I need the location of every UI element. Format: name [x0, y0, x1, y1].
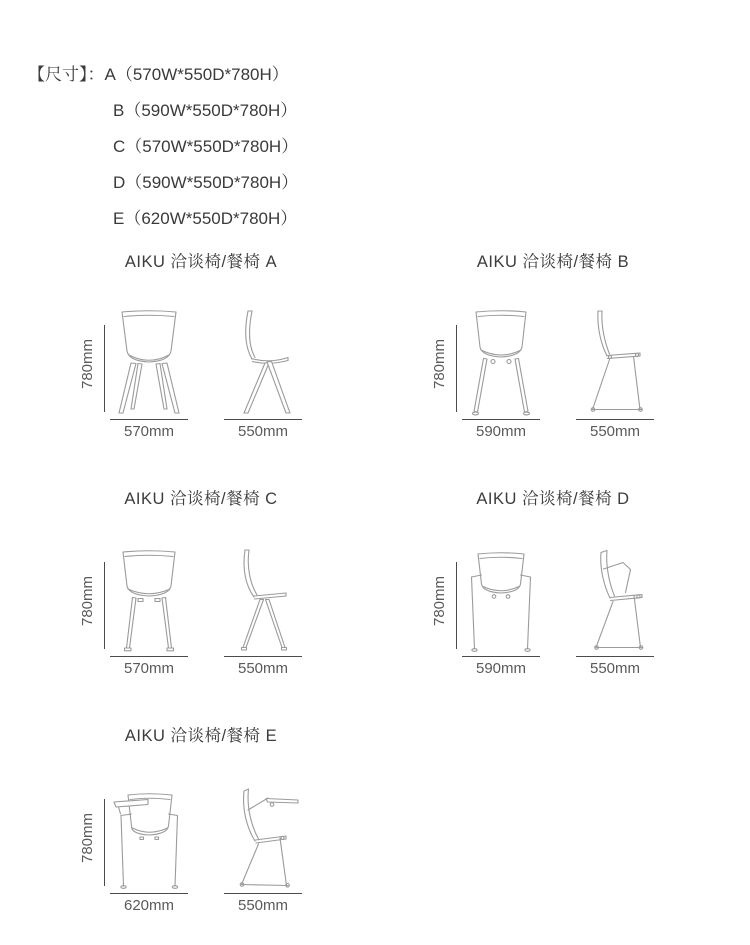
product-section-a	[79, 252, 320, 440]
height-dimension-line	[456, 562, 457, 649]
height-dimension	[79, 546, 108, 656]
product-section-e	[79, 726, 320, 914]
depth-dimension	[576, 419, 654, 440]
width-dimension-label: 570mm	[123, 423, 175, 440]
chair-d-front-view-drawing	[462, 546, 540, 656]
depth-dimension-label: 550mm	[237, 897, 289, 914]
width-dimension-label: 570mm	[123, 660, 175, 677]
height-dimension-line	[456, 325, 457, 412]
product-section-c	[79, 489, 320, 677]
section-c-figures	[79, 546, 320, 677]
front-view	[462, 546, 540, 677]
chair-c-front-view-drawing	[110, 546, 188, 656]
section-b-title: AIKU 洽谈椅/餐椅 B	[476, 253, 630, 271]
chair-e-front-view-drawing	[110, 783, 188, 893]
height-dimension	[431, 309, 460, 419]
front-view	[462, 309, 540, 440]
depth-dimension	[224, 893, 302, 914]
section-d-title: AIKU 洽谈椅/餐椅 D	[476, 490, 630, 508]
section-e-figures	[79, 783, 320, 914]
size-spec-line-d: D（590W*550D*780H）	[113, 173, 299, 192]
section-e-title: AIKU 洽谈椅/餐椅 E	[124, 727, 278, 745]
width-dimension-label: 620mm	[123, 897, 175, 914]
width-dimension-label: 590mm	[475, 660, 527, 677]
front-view	[110, 783, 188, 914]
chair-e-side-view-drawing	[224, 783, 302, 893]
height-dimension-label: 780mm	[79, 338, 96, 390]
depth-dimension	[576, 656, 654, 677]
section-c-title: AIKU 洽谈椅/餐椅 C	[124, 490, 278, 508]
side-view	[224, 309, 302, 440]
size-spec-line-a	[28, 57, 298, 93]
section-d-figures	[431, 546, 672, 677]
width-dimension-label: 590mm	[475, 423, 527, 440]
chair-a-side-view-drawing	[224, 309, 302, 419]
side-view	[576, 546, 654, 677]
height-dimension-line	[104, 562, 105, 649]
side-view	[224, 783, 302, 914]
height-dimension-label: 780mm	[431, 575, 448, 627]
width-dimension	[110, 419, 188, 440]
product-section-b	[431, 252, 672, 440]
size-spec-line-e: E（620W*550D*780H）	[113, 209, 298, 228]
section-a-title: AIKU 洽谈椅/餐椅 A	[124, 253, 278, 271]
size-spec-prefix: 【尺寸】：	[28, 65, 105, 84]
chair-d-side-view-drawing	[576, 546, 654, 656]
height-dimension-line	[104, 325, 105, 412]
size-spec-line-c: C（570W*550D*780H）	[113, 137, 299, 156]
width-dimension	[110, 893, 188, 914]
height-dimension	[79, 309, 108, 419]
front-view	[110, 546, 188, 677]
section-b-figures	[431, 309, 672, 440]
side-view	[224, 546, 302, 677]
depth-dimension-label: 550mm	[589, 423, 641, 440]
depth-dimension	[224, 656, 302, 677]
depth-dimension-label: 550mm	[589, 660, 641, 677]
side-view	[576, 309, 654, 440]
chair-c-side-view-drawing	[224, 546, 302, 656]
chair-b-side-view-drawing	[576, 309, 654, 419]
height-dimension-label: 780mm	[79, 812, 96, 864]
height-dimension-label: 780mm	[431, 338, 448, 390]
depth-dimension	[224, 419, 302, 440]
width-dimension	[462, 656, 540, 677]
size-spec-list	[28, 57, 298, 237]
height-dimension-line	[104, 799, 105, 886]
height-dimension	[79, 783, 108, 893]
chair-b-front-view-drawing	[462, 309, 540, 419]
width-dimension	[110, 656, 188, 677]
height-dimension-label: 780mm	[79, 575, 96, 627]
depth-dimension-label: 550mm	[237, 660, 289, 677]
width-dimension	[462, 419, 540, 440]
height-dimension	[431, 546, 460, 656]
front-view	[110, 309, 188, 440]
product-section-d	[431, 489, 672, 677]
depth-dimension-label: 550mm	[237, 423, 289, 440]
size-spec-value-a: A（570W*550D*780H）	[104, 65, 289, 84]
chair-a-front-view-drawing	[110, 309, 188, 419]
size-spec-line-b: B（590W*550D*780H）	[113, 101, 298, 120]
section-a-figures	[79, 309, 320, 440]
